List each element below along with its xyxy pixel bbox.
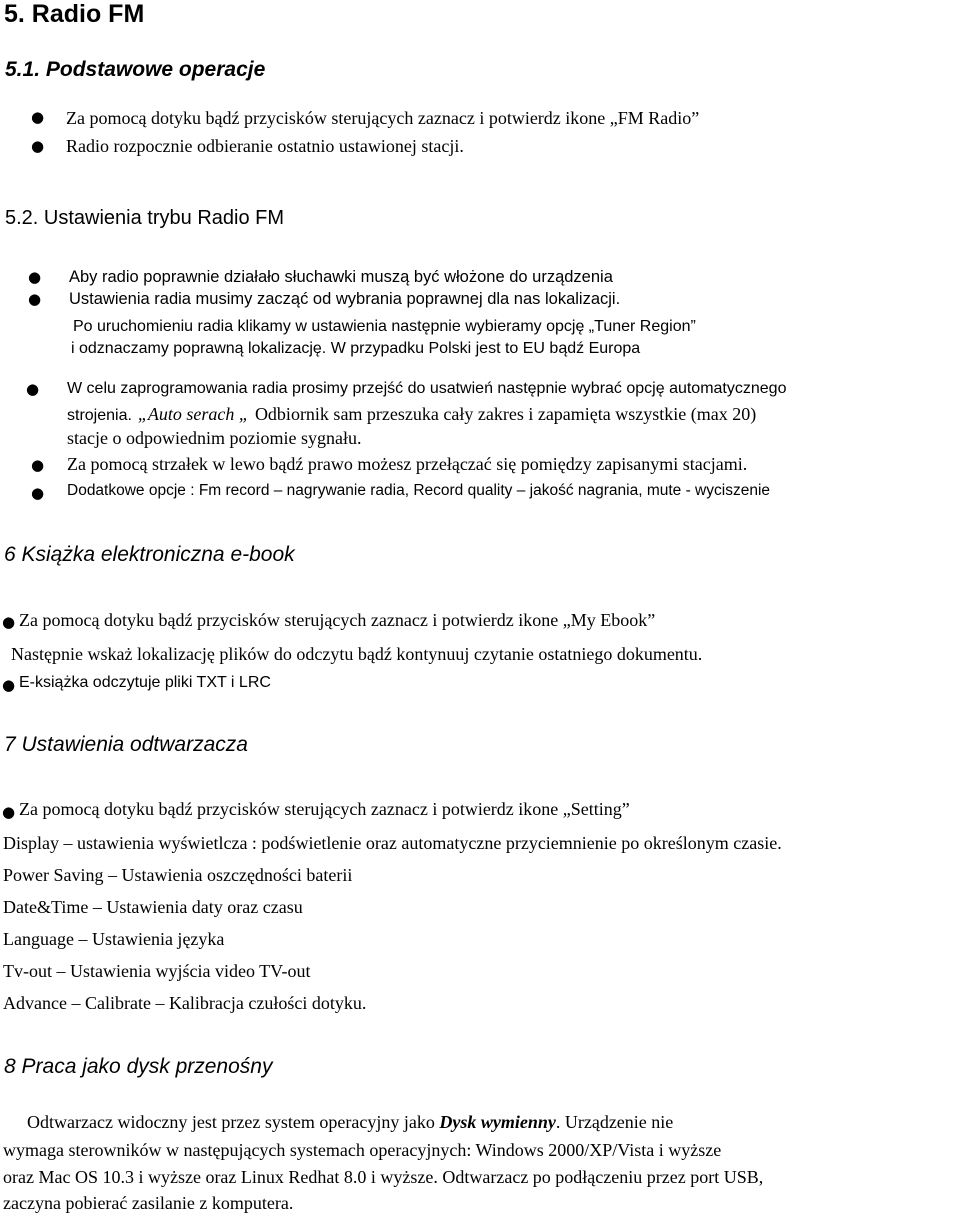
bullet-dot-icon: ● bbox=[31, 484, 45, 502]
auto-search-description: Odbiornik sam przeszuka cały zakres i zapamięta wszystkie (max 20) bbox=[254, 404, 757, 424]
bullet-dot-icon: ● bbox=[31, 137, 45, 155]
settings-line-power-saving: Power Saving – Ustawienia oszczędności baterii bbox=[3, 865, 353, 885]
section-5-2-bullet-2: Ustawienia radia musimy zacząć od wybrania poprawnej dla nas lokalizacji. bbox=[69, 290, 621, 308]
section-8-paragraph-line-4: zaczyna pobierać zasilanie z komputera. bbox=[3, 1193, 294, 1213]
section-7-title: 7 Ustawienia odtwarzacza bbox=[4, 733, 248, 756]
section-8-paragraph-line-3: oraz Mac OS 10.3 i wyższe oraz Linux Redhat 8.0 i wyższe. Odtwarzacz po podłączeniu przez port USB, bbox=[3, 1167, 764, 1187]
section-5-2-continuation-2: i odznaczamy poprawną lokalizację. W przypadku Polski jest to EU bądź Europa bbox=[71, 340, 641, 357]
bullet-dot-icon: ● bbox=[2, 676, 16, 694]
section-5-2-bullet-3-line-1: W celu zaprogramowania radia prosimy przejść do usatwień następnie wybrać opcję automatycznego bbox=[67, 380, 787, 397]
section-5-1-bullet-1: Za pomocą dotyku bądź przycisków sterujących zaznacz i potwierdz ikone „FM Radio” bbox=[66, 108, 700, 128]
section-5-title: 5. Radio FM bbox=[4, 0, 145, 28]
section-6-line-2: Następnie wskaż lokalizację plików do odczytu bądź kontynuuj czytanie ostatniego dokumentu. bbox=[11, 644, 703, 664]
section-5-2-bullet-4: Za pomocą strzałek w lewo bądź prawo możesz przełączać się pomiędzy zapisanymi stacjami. bbox=[67, 454, 748, 474]
bullet-dot-icon: ● bbox=[26, 380, 40, 398]
section-8-text-c: . Urządzenie nie bbox=[555, 1112, 674, 1132]
section-5-2-bullet-1: Aby radio poprawnie działało słuchawki muszą być włożone do urządzenia bbox=[69, 268, 613, 286]
bullet-dot-icon: ● bbox=[28, 290, 42, 308]
auto-search-intro: strojenia. bbox=[67, 407, 132, 424]
bullet-dot-icon: ● bbox=[31, 456, 45, 474]
section-5-1-title: 5.1. Podstawowe operacje bbox=[5, 58, 266, 81]
bullet-dot-icon: ● bbox=[28, 268, 42, 286]
settings-line-display: Display – ustawienia wyświetlcza : podświetlenie oraz automatyczne przyciemnienie po określonym czasie. bbox=[3, 833, 782, 853]
section-7-bullet-1: Za pomocą dotyku bądź przycisków sterujących zaznacz i potwierdz ikone „Setting” bbox=[19, 799, 630, 819]
settings-line-language: Language – Ustawienia języka bbox=[3, 929, 225, 949]
section-5-2-title: 5.2. Ustawienia trybu Radio FM bbox=[5, 207, 285, 229]
settings-line-tv-out: Tv-out – Ustawienia wyjścia video TV-out bbox=[3, 961, 311, 981]
section-8-title: 8 Praca jako dysk przenośny bbox=[4, 1055, 273, 1078]
settings-line-date-time: Date&Time – Ustawienia daty oraz czasu bbox=[3, 897, 303, 917]
bullet-dot-icon: ● bbox=[31, 108, 45, 126]
section-8-paragraph-line-1 bbox=[27, 1112, 673, 1133]
settings-line-advance: Advance – Calibrate – Kalibracja czułości dotyku. bbox=[3, 993, 367, 1013]
removable-disk-term: Dysk wymienny bbox=[439, 1112, 556, 1132]
section-8-paragraph-line-2: wymaga sterowników w następujących systemach operacyjnych: Windows 2000/XP/Vista i wyższe bbox=[3, 1140, 722, 1160]
section-5-2-continuation-1: Po uruchomieniu radia klikamy w ustawienia następnie wybieramy opcję „Tuner Region” bbox=[73, 318, 696, 335]
bullet-dot-icon: ● bbox=[2, 613, 16, 631]
section-5-2-bullet-3-line-2 bbox=[67, 404, 756, 425]
section-6-bullet-2: E-książka odczytuje pliki TXT i LRC bbox=[19, 674, 271, 691]
section-8-text-a: Odtwarzacz widoczny jest przez system operacyjny jako bbox=[27, 1112, 435, 1132]
auto-search-label: „Auto serach „ bbox=[137, 404, 249, 424]
section-5-2-bullet-5: Dodatkowe opcje : Fm record – nagrywanie radia, Record quality – jakość nagrania, mute - wyciszenie bbox=[67, 482, 771, 499]
section-6-title: 6 Książka elektroniczna e-book bbox=[4, 543, 295, 566]
section-6-bullet-1: Za pomocą dotyku bądź przycisków sterujących zaznacz i potwierdz ikone „My Ebook” bbox=[19, 610, 656, 630]
bullet-dot-icon: ● bbox=[2, 803, 16, 821]
section-5-2-bullet-3-line-3: stacje o odpowiednim poziomie sygnału. bbox=[67, 428, 362, 448]
section-5-1-bullet-2: Radio rozpocznie odbieranie ostatnio ustawionej stacji. bbox=[66, 136, 464, 156]
